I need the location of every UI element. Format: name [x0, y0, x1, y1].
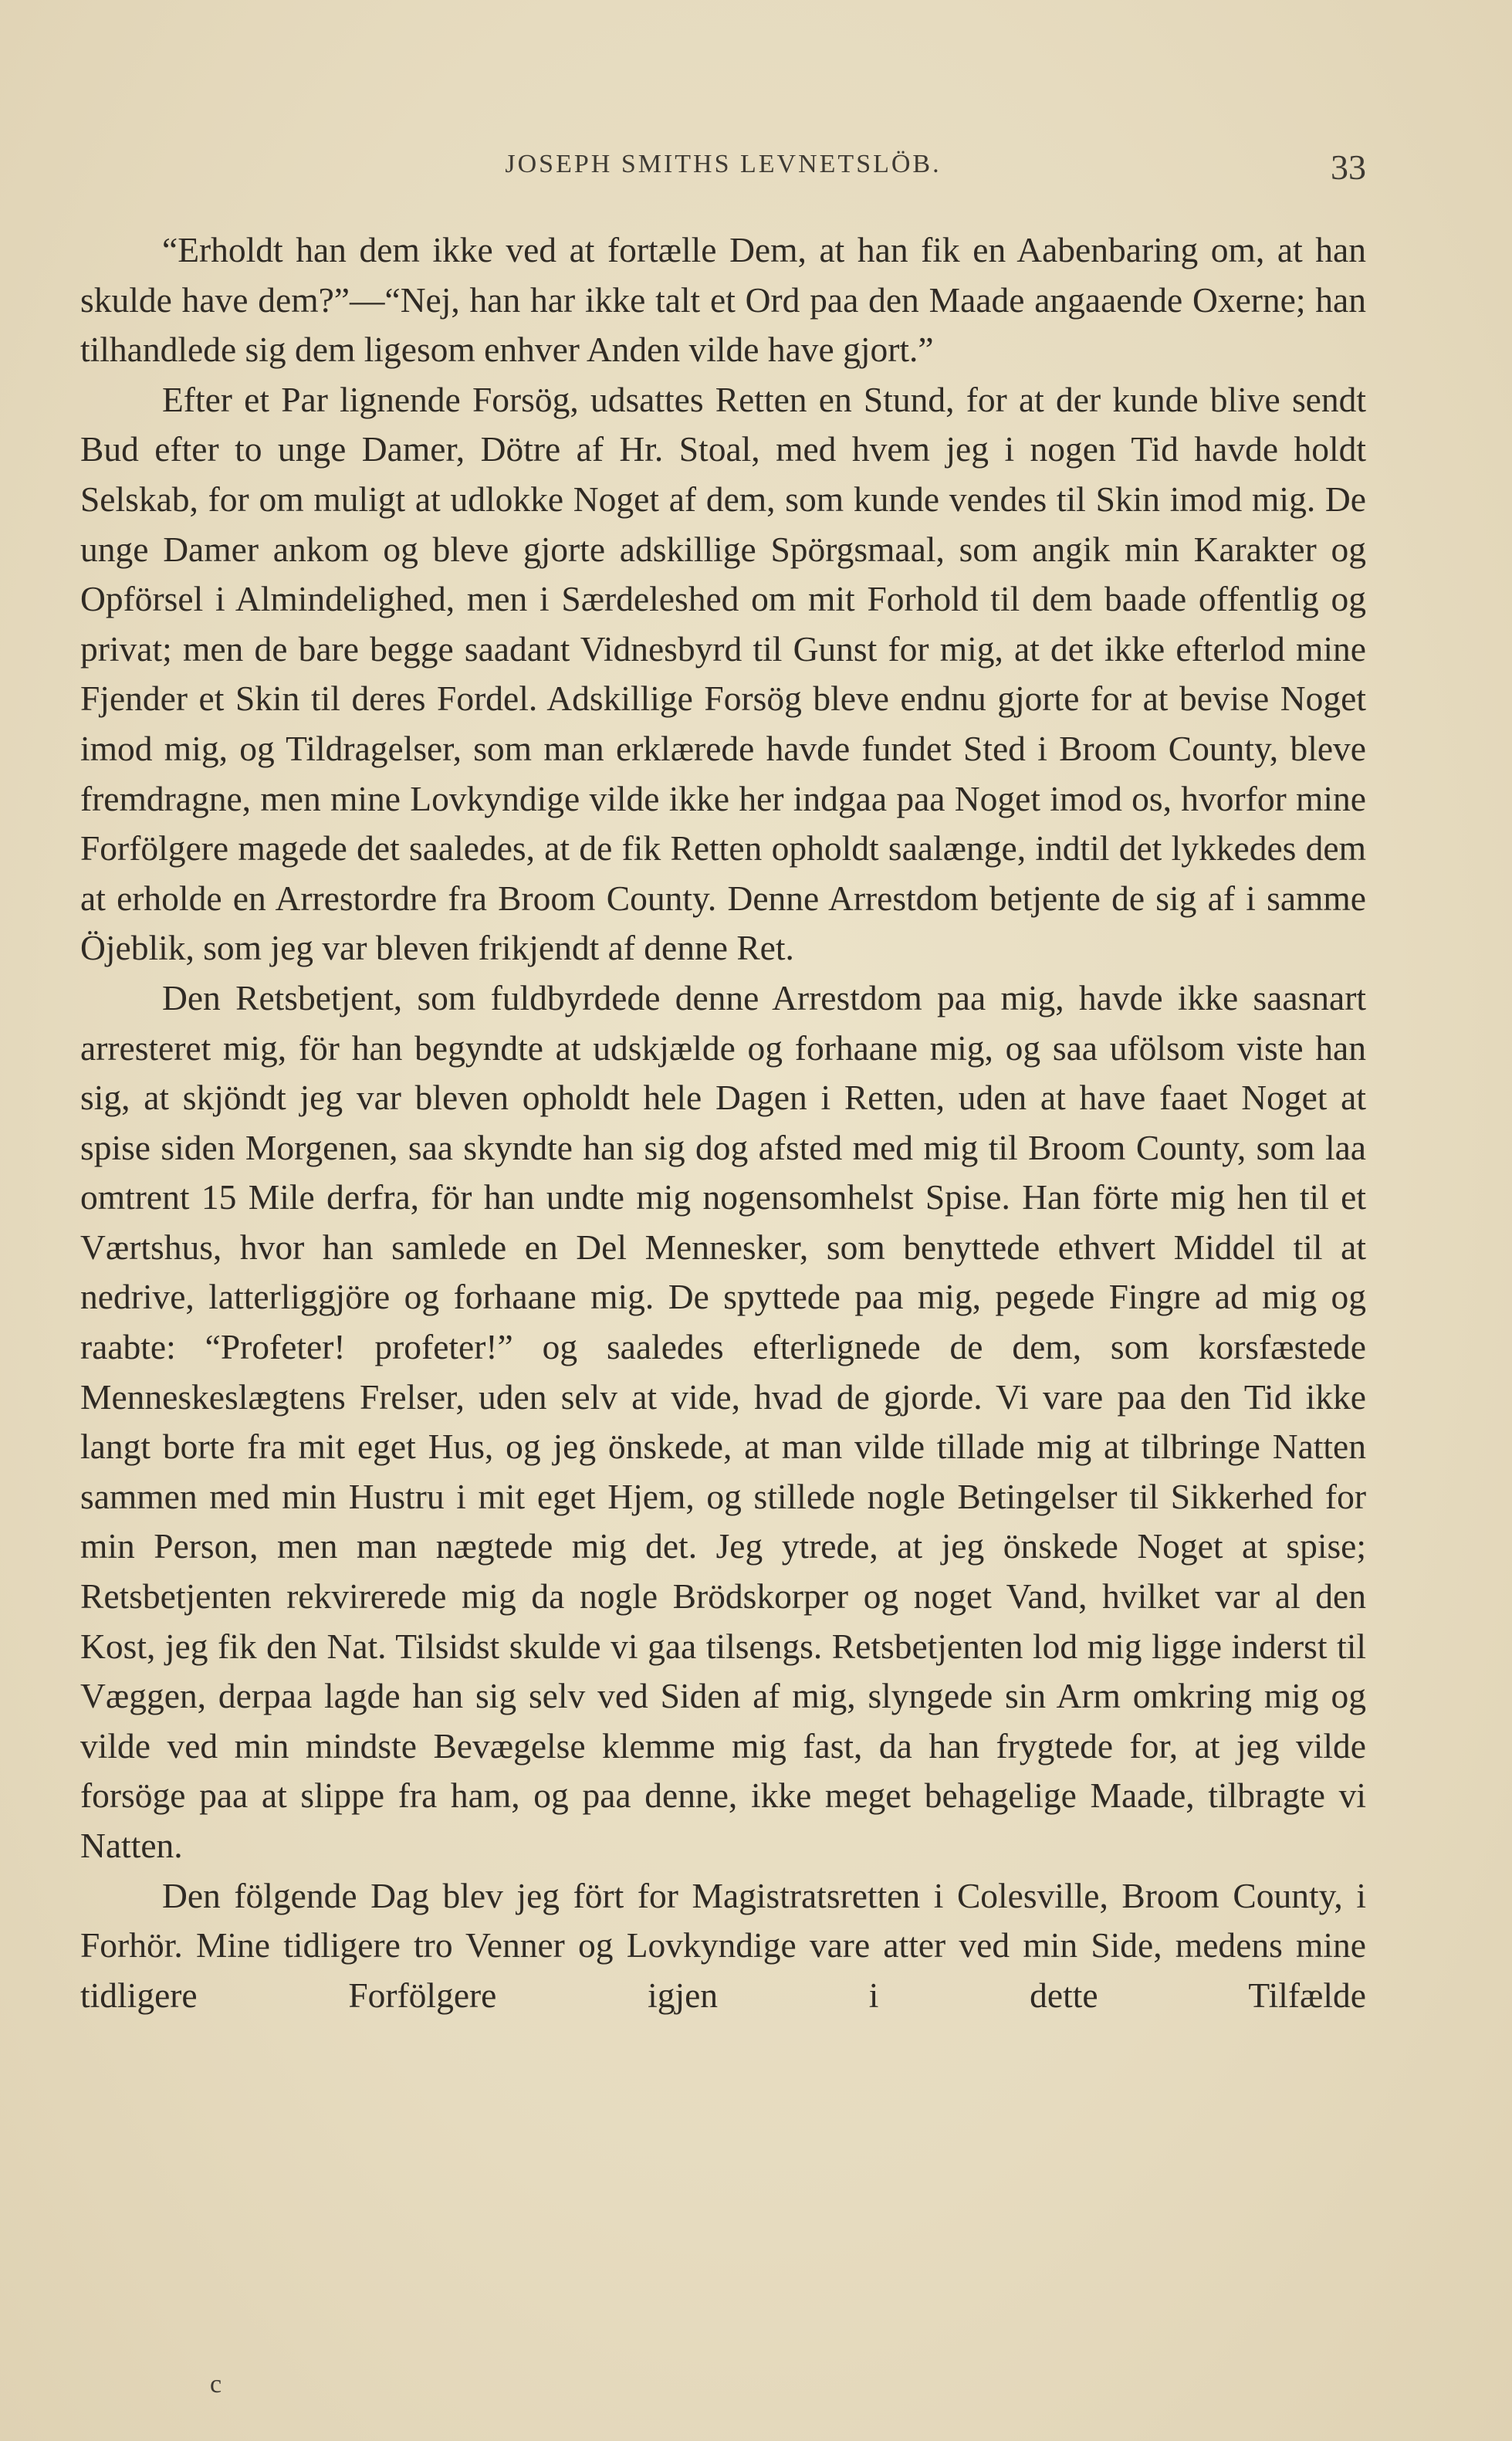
running-title: JOSEPH SMITHS LEVNETSLÖB. [505, 150, 942, 178]
printer-signature: c [210, 2370, 222, 2399]
paragraph-4: Den fölgende Dag blev jeg fört for Magistratsretten i Colesville, Broom County, i Forhör. Mine tidligere tro Venner og Lovkyndige vare atter ved min Side, medens mine tidligere Forfölgere igjen i dette Tilfælde [80, 1875, 1366, 2015]
page-header [80, 145, 1366, 191]
page-number: 33 [1331, 147, 1366, 187]
body-text [80, 225, 1366, 2020]
paragraph-2: Efter et Par lignende Forsög, udsattes Retten en Stund, for at der kunde blive sendt Bud efter to unge Damer, Dötre af Hr. Stoal, med hvem jeg i nogen Tid havde holdt Selskab, for om muligt at udlokke Noget af dem, som kunde vendes til Skin imod mig. De unge Damer ankom og bleve gjorte adskillige Spörgsmaal, som angik min Karakter og Opförsel i Almindelighed, men i Særdeleshed om mit Forhold til dem baade offentlig og privat; men de bare begge saadant Vidnesbyrd til Gunst for mig, at det ikke efterlod mine Fjender et Skin til deres Fordel. Adskillige Forsög bleve endnu gjorte for at bevise Noget imod mig, og Tildragelser, som man erklærede havde fundet Sted i Broom County, bleve fremdragne, men mine Lovkyndige vilde ikke her indgaa paa Noget imod os, hvorfor mine Forfölgere magede det saaledes, at de fik Retten opholdt saalænge, indtil det lykkedes dem at erholde en Arrestordre fra Broom County. Denne Arrestdom betjente de sig af i samme Öjeblik, som jeg var bleven frikjendt af denne Ret. [80, 379, 1366, 968]
paragraph-1: “Erholdt han dem ikke ved at fortælle Dem, at han fik en Aabenbaring om, at han skulde have dem?”—“Nej, han har ikke talt et Ord paa den Maade angaaende Oxerne; han tilhandlede sig dem ligesom enhver Anden vilde have gjort.” [80, 230, 1366, 370]
paragraph-3: Den Retsbetjent, som fuldbyrdede denne Arrestdom paa mig, havde ikke saasnart arresteret mig, för han begyndte at udskjælde og forhaane mig, og saa ufölsom viste han sig, at skjöndt jeg var bleven opholdt hele Dagen i Retten, uden at have faaet Noget at spise siden Morgenen, saa skyndte han sig dog afsted med mig til Broom County, som laa omtrent 15 Mile derfra, för han undte mig nogensomhelst Spise. Han förte mig hen til et Værtshus, hvor han samlede en Del Mennesker, som benyttede ethvert Middel til at nedrive, latterliggjöre og forhaane mig. De spyttede paa mig, pegede Fingre ad mig og raabte: “Profeter! profeter!” og saaledes efterlignede de dem, som korsfæstede Menneskeslægtens Frelser, uden selv at vide, hvad de gjorde. Vi vare paa den Tid ikke langt borte fra mit eget Hus, og jeg önskede, at man vilde tillade mig at tilbringe Natten sammen med min Hustru i mit eget Hjem, og stillede nogle Betingelser til Sikkerhed for min Person, men man nægtede mig det. Jeg ytrede, at jeg önskede Noget at spise; Retsbetjenten rekvirerede mig da nogle Brödskorper og noget Vand, hvilket var al den Kost, jeg fik den Nat. Tilsidst skulde vi gaa tilsengs. Retsbetjenten lod mig ligge inderst til Væggen, derpaa lagde han sig selv ved Siden af mig, slyngede sin Arm omkring mig og vilde ved min mindste Bevægelse klemme mig fast, da han frygtede for, at jeg vilde forsöge paa at slippe fra ham, og paa denne, ikke meget behagelige Maade, tilbragte vi Natten. [80, 977, 1366, 1865]
